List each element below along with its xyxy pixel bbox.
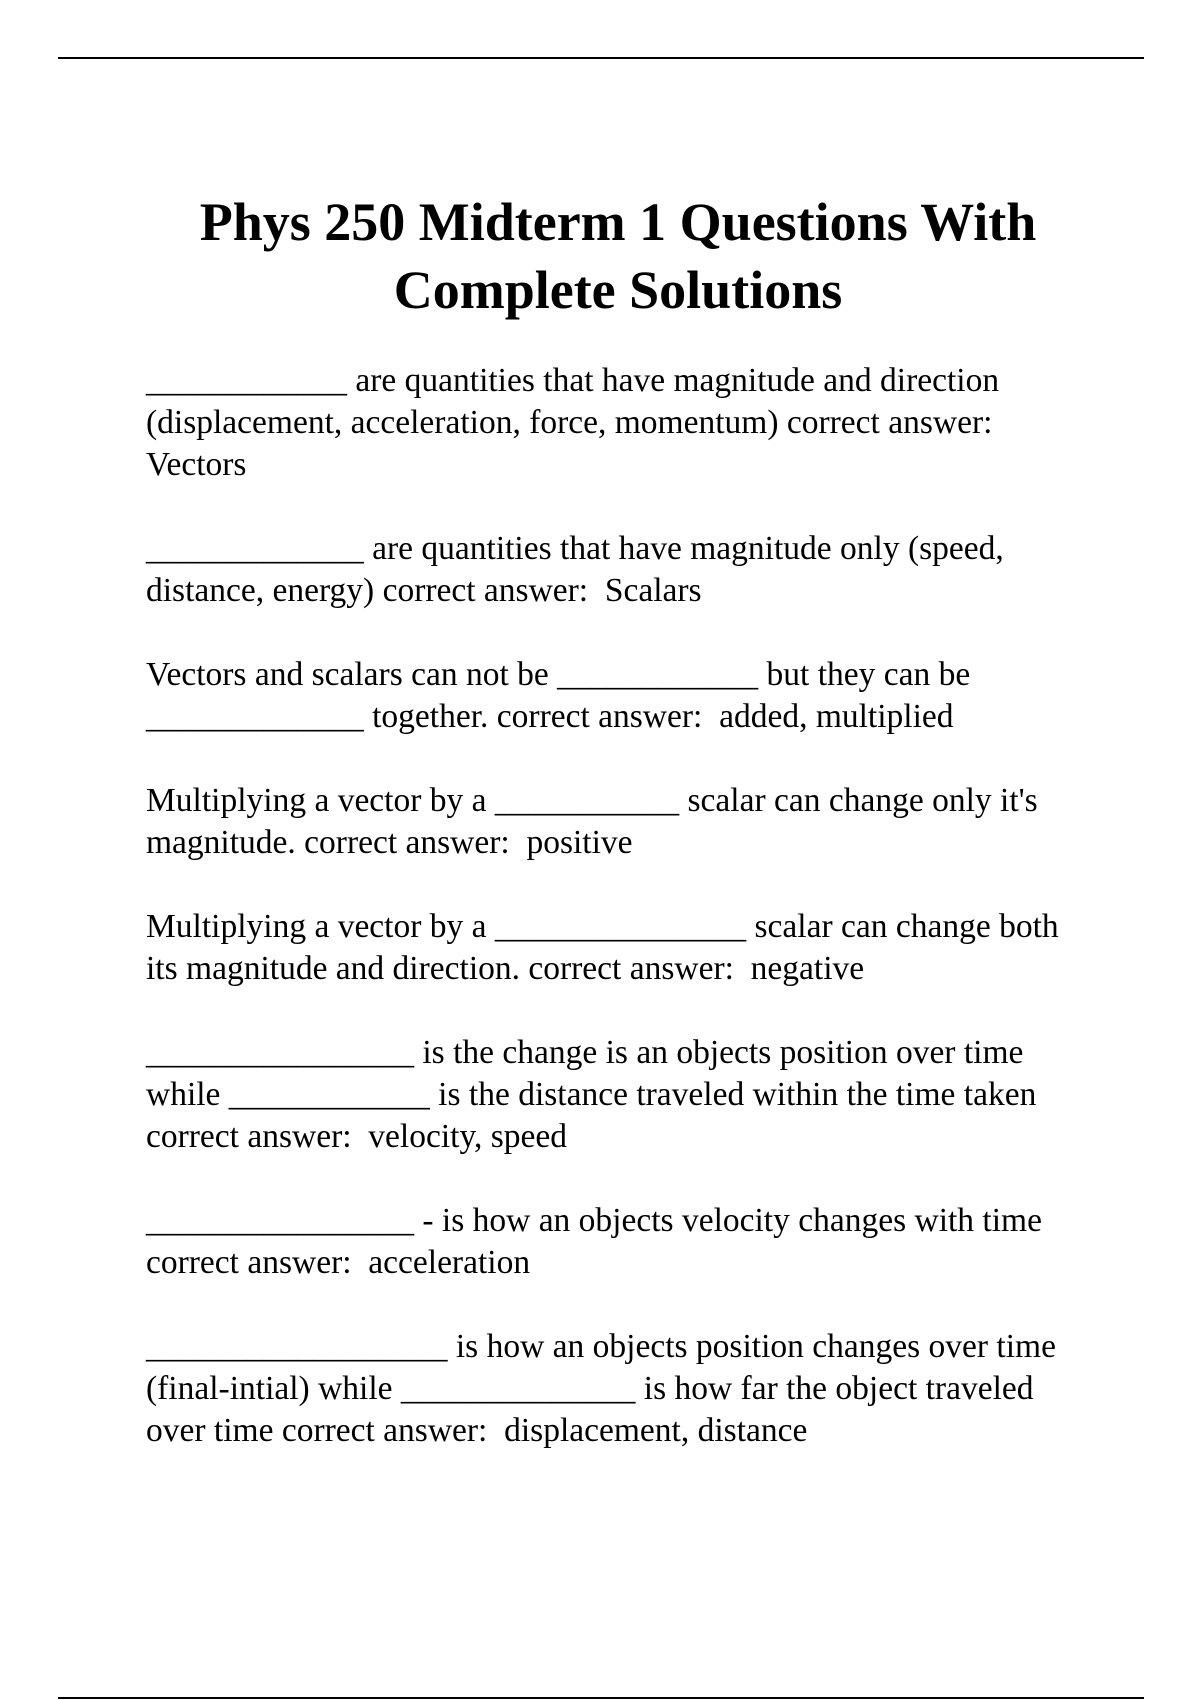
question-list xyxy=(146,360,1086,1494)
answer-text: Vectors xyxy=(146,446,247,483)
question-text: ________________ - is how an objects velocity changes with time xyxy=(146,1202,1042,1239)
answer-text: displacement, distance xyxy=(504,1412,808,1449)
answer-text: positive xyxy=(526,824,633,861)
answer-prefix: correct answer: xyxy=(786,404,993,441)
answer-text: acceleration xyxy=(368,1244,531,1281)
question-item xyxy=(146,654,1086,738)
answer-prefix: correct answer: xyxy=(281,1412,488,1449)
title-line-1: Phys 250 Midterm 1 Questions With xyxy=(199,192,1037,252)
question-text: Multiplying a vector by a _______________ scalar can change both its magnitude and direction. xyxy=(146,908,1068,987)
answer-text: negative xyxy=(750,950,865,987)
top-rule xyxy=(58,57,1144,59)
question-item xyxy=(146,1032,1086,1158)
question-text: Vectors and scalars can not be ____________ but they can be _____________ together. xyxy=(146,656,979,735)
question-item xyxy=(146,1200,1086,1284)
answer-prefix: correct answer: xyxy=(496,698,703,735)
answer-prefix: correct answer: xyxy=(146,1244,352,1281)
answer-prefix: correct answer: xyxy=(528,950,734,987)
answer-prefix: correct answer: xyxy=(146,1118,352,1155)
question-text: Multiplying a vector by a ___________ scalar can change only it's magnitude. xyxy=(146,782,1047,861)
answer-prefix: correct answer: xyxy=(382,572,589,609)
question-text: ____________ are quantities that have magnitude and direction (displacement, acceleration, force, momentum) xyxy=(146,362,1008,441)
question-text: ________________ is the change is an objects position over time while ____________ is the distance traveled within the time taken xyxy=(146,1034,1037,1113)
answer-text: velocity, speed xyxy=(368,1118,568,1155)
question-item xyxy=(146,780,1086,864)
question-item xyxy=(146,906,1086,990)
question-text: _____________ are quantities that have magnitude only (speed, distance, energy) xyxy=(146,530,1013,609)
question-text: __________________ is how an objects position changes over time (final-intial) while ______________ is how far the object traveled over time xyxy=(146,1328,1065,1449)
bottom-rule xyxy=(58,1697,1144,1699)
question-item xyxy=(146,1326,1086,1452)
question-item xyxy=(146,360,1086,486)
answer-prefix: correct answer: xyxy=(304,824,510,861)
question-item xyxy=(146,528,1086,612)
answer-text: added, multiplied xyxy=(719,698,954,735)
answer-text: Scalars xyxy=(604,572,702,609)
document-title xyxy=(0,188,1200,324)
title-line-2: Complete Solutions xyxy=(393,260,843,320)
